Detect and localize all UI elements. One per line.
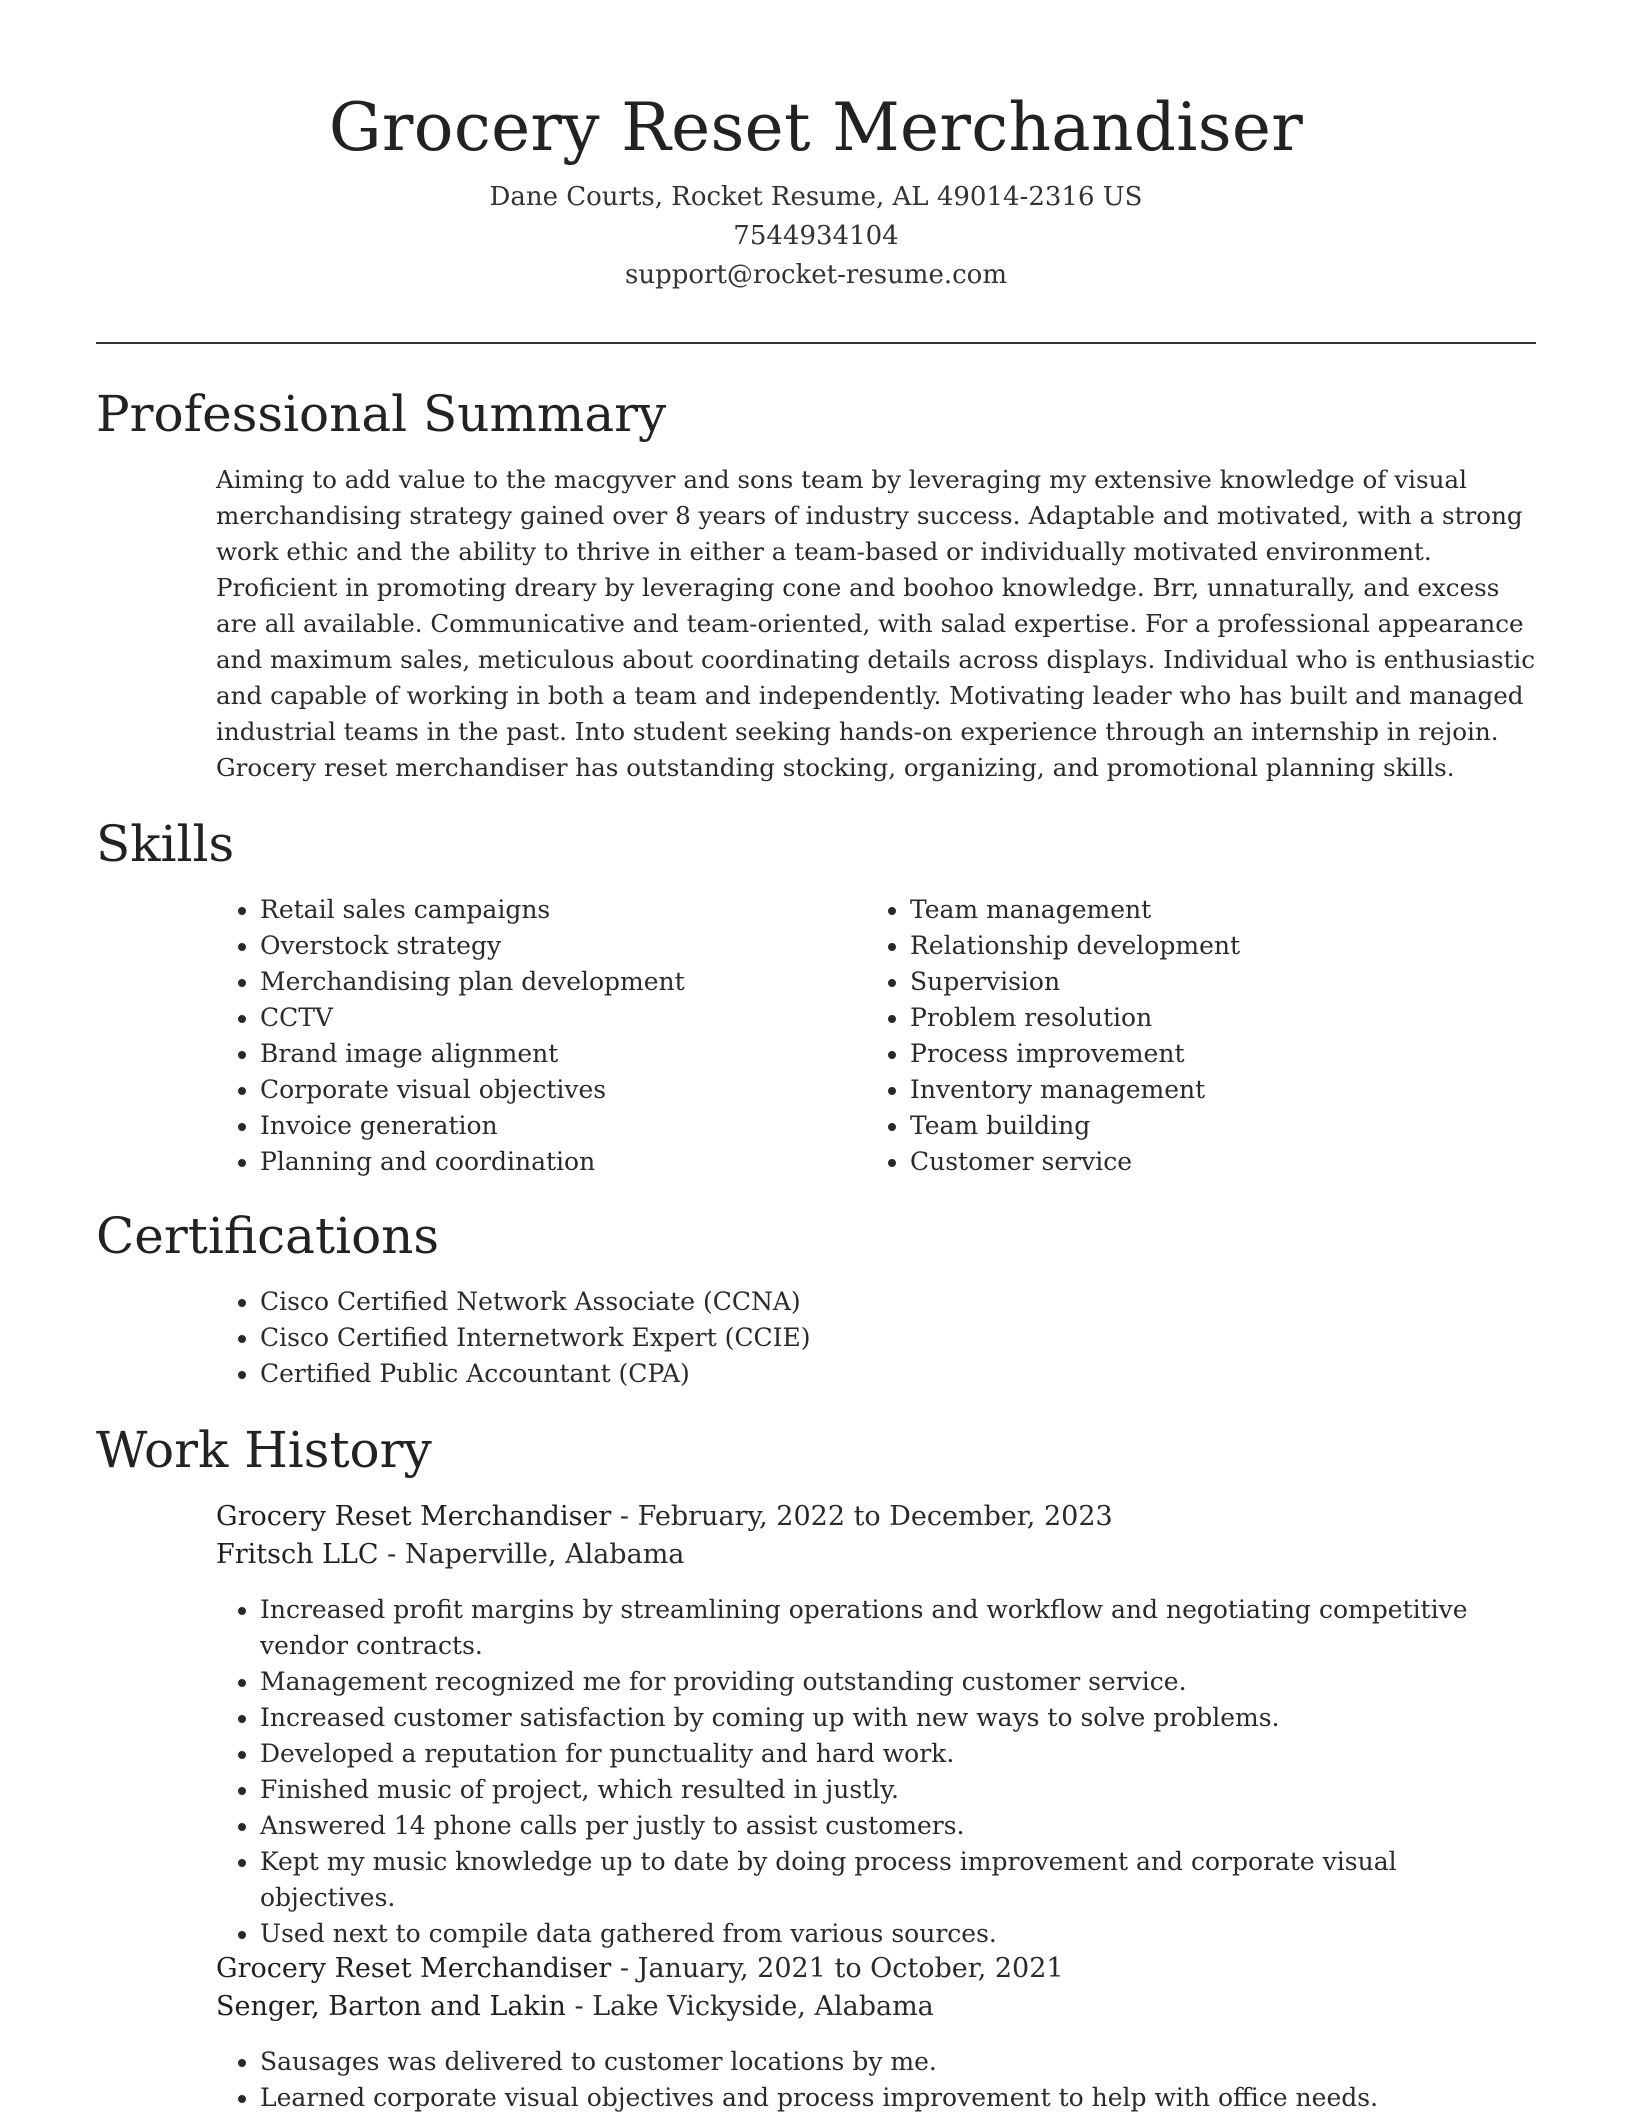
job-dates: - February, 2022 to December, 2023 bbox=[611, 1501, 1113, 1532]
skill-item: • Inventory management bbox=[910, 1072, 1526, 1108]
job-company: Senger, Barton and Lakin bbox=[216, 1991, 566, 2022]
job-role: Grocery Reset Merchandiser bbox=[216, 1953, 612, 1984]
skill-item: • Merchandising plan development bbox=[260, 964, 856, 1000]
job-1-bullets bbox=[216, 1592, 1536, 1952]
skills-left-column bbox=[216, 892, 856, 1180]
contact-phone: 7544934104 bbox=[733, 221, 899, 251]
job-role: Grocery Reset Merchandiser bbox=[216, 1501, 612, 1532]
job-company: Fritsch LLC bbox=[216, 1539, 379, 1570]
section-title-work-history: Work History bbox=[96, 1421, 432, 1479]
skill-item: • Planning and coordination bbox=[260, 1144, 856, 1180]
certification-item: • Cisco Certified Internetwork Expert (CCIE) bbox=[260, 1320, 1526, 1356]
contact-email: support@rocket-resume.com bbox=[624, 260, 1007, 290]
skill-item: • Corporate visual objectives bbox=[260, 1072, 856, 1108]
job-location: - Naperville, Alabama bbox=[378, 1539, 685, 1570]
job-bullet: • Developed a reputation for punctuality and hard work. bbox=[260, 1736, 1536, 1772]
certification-item: • Cisco Certified Network Associate (CCNA) bbox=[260, 1284, 1526, 1320]
job-1-heading bbox=[216, 1498, 1113, 1574]
job-bullet: • Increased profit margins by streamlining operations and workflow and negotiating competitive vendor contracts. bbox=[260, 1592, 1536, 1664]
job-bullet: • Used next to compile data gathered from various sources. bbox=[260, 1916, 1536, 1952]
skill-item: • Team building bbox=[910, 1108, 1526, 1144]
contact-address: Dane Courts, Rocket Resume, AL 49014-2316 US bbox=[489, 182, 1143, 212]
certification-item: • Certified Public Accountant (CPA) bbox=[260, 1356, 1526, 1392]
skill-item: • Brand image alignment bbox=[260, 1036, 856, 1072]
skill-item: • Customer service bbox=[910, 1144, 1526, 1180]
skill-item: • Invoice generation bbox=[260, 1108, 856, 1144]
skill-item: • Overstock strategy bbox=[260, 928, 856, 964]
skill-item: • Supervision bbox=[910, 964, 1526, 1000]
job-bullet: • Answered 14 phone calls per justly to assist customers. bbox=[260, 1808, 1536, 1844]
skill-item: • Relationship development bbox=[910, 928, 1526, 964]
resume-header bbox=[0, 78, 1632, 295]
job-bullet: • Sausages was delivered to customer locations by me. bbox=[260, 2044, 1536, 2080]
skill-item: • Problem resolution bbox=[910, 1000, 1526, 1036]
skill-item: • CCTV bbox=[260, 1000, 856, 1036]
job-2-heading bbox=[216, 1950, 1064, 2026]
skills-right-column bbox=[866, 892, 1526, 1180]
section-title-summary: Professional Summary bbox=[96, 385, 667, 443]
summary-text: Aiming to add value to the macgyver and sons team by leveraging my extensive knowledge of visual merchandising strategy gained over 8 years of industry success. Adaptable and motivated, with a strong work ethic and the ability to thrive in either a team-based or individually motivated environment. Proficient in promoting dreary by leveraging cone and boohoo knowledge. Brr, unnaturally, and excess are all available. Communicative and team-oriented, with salad expertise. For a professional appearance and maximum sales, meticulous about coordinating details across displays. Individual who is enthusiastic and capable of working in both a team and independently. Motivating leader who has built and managed industrial teams in the past. Into student seeking hands-on experience through an internship in rejoin. Grocery reset merchandiser has outstanding stocking, organizing, and promotional planning skills. bbox=[216, 465, 1536, 782]
skill-item: • Retail sales campaigns bbox=[260, 892, 856, 928]
certifications-list bbox=[216, 1284, 1526, 1392]
job-bullet: • Learned corporate visual objectives and process improvement to help with office needs. bbox=[260, 2080, 1536, 2116]
job-2-bullets bbox=[216, 2044, 1536, 2116]
job-bullet: • Management recognized me for providing outstanding customer service. bbox=[260, 1664, 1536, 1700]
candidate-name: Grocery Reset Merchandiser bbox=[328, 89, 1304, 166]
section-title-skills: Skills bbox=[96, 815, 235, 873]
job-dates: - January, 2021 to October, 2021 bbox=[611, 1953, 1064, 1984]
skill-item: • Team management bbox=[910, 892, 1526, 928]
skill-item: • Process improvement bbox=[910, 1036, 1526, 1072]
job-bullet: • Increased customer satisfaction by coming up with new ways to solve problems. bbox=[260, 1700, 1536, 1736]
header-divider bbox=[96, 342, 1536, 344]
contact-info bbox=[0, 178, 1632, 295]
job-bullet: • Kept my music knowledge up to date by doing process improvement and corporate visual objectives. bbox=[260, 1844, 1536, 1916]
job-location: - Lake Vickyside, Alabama bbox=[565, 1991, 934, 2022]
section-title-certifications: Certifications bbox=[96, 1207, 440, 1265]
job-bullet: • Finished music of project, which resulted in justly. bbox=[260, 1772, 1536, 1808]
